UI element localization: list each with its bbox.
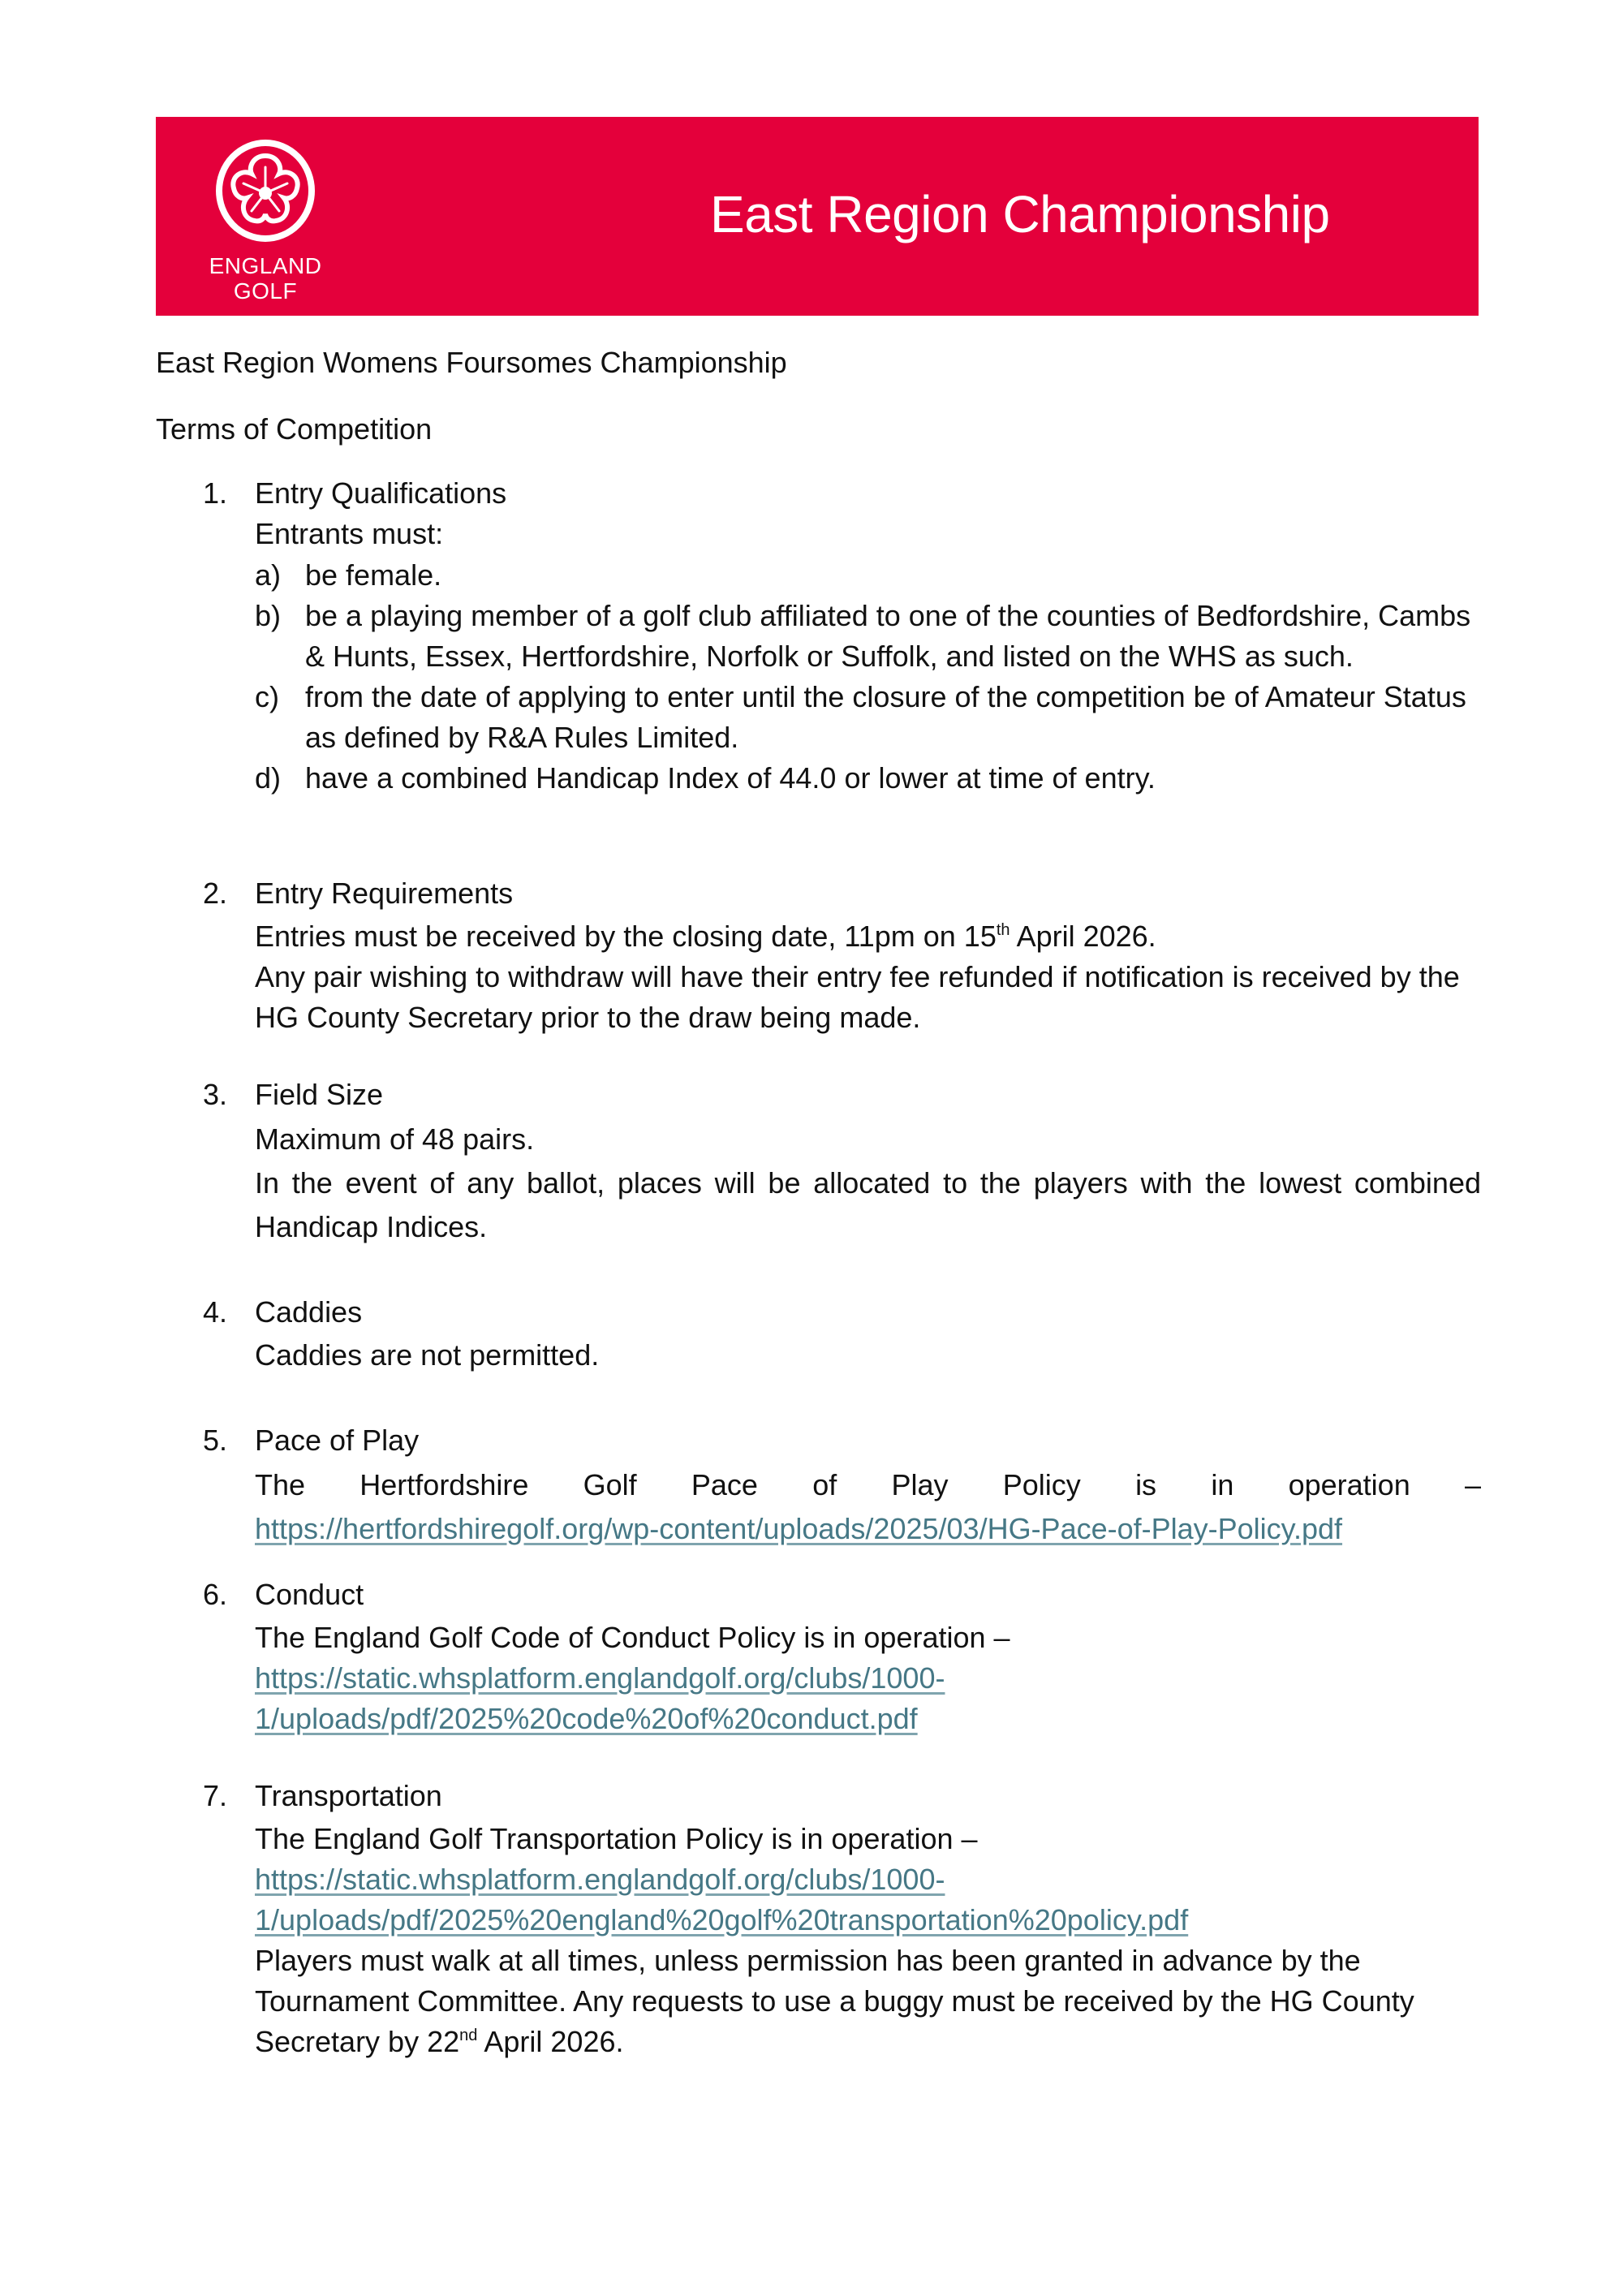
buggy-note-post: April 2026. xyxy=(477,2025,624,2058)
list-marker: c) xyxy=(255,680,279,713)
section-heading: Entry Requirements xyxy=(255,877,514,910)
section-number: 2. xyxy=(203,877,228,910)
conduct-link-part2[interactable]: 1/uploads/pdf/2025%20code%20of%20conduct.pdf xyxy=(255,1702,918,1735)
document-title: East Region Womens Foursomes Championship xyxy=(156,346,787,379)
pace-of-play-policy-link[interactable]: https://hertfordshiregolf.org/wp-content/uploads/2025/03/HG-Pace-of-Play-Policy.pdf xyxy=(255,1512,1343,1545)
conduct-text: The England Golf Code of Conduct Policy is in operation – xyxy=(255,1621,1010,1654)
england-golf-rose-icon xyxy=(214,140,316,242)
england-golf-logo xyxy=(206,140,325,304)
withdrawal-text: Any pair wishing to withdraw will have their entry fee refunded if notification is received by the HG County Secretary prior to the draw being made. xyxy=(255,960,1460,1034)
section-heading: Entry Qualifications xyxy=(255,476,507,510)
transportation-policy-link[interactable] xyxy=(255,1859,1481,1941)
list-marker: d) xyxy=(255,761,282,795)
closing-date-suffix: th xyxy=(996,921,1010,939)
banner-title: East Region Championship xyxy=(710,185,1330,243)
closing-date-post: April 2026. xyxy=(1010,920,1156,953)
logo-text-golf: GOLF xyxy=(233,278,298,304)
conduct-policy-link[interactable] xyxy=(255,1658,1481,1739)
section-heading: Conduct xyxy=(255,1578,364,1611)
closing-date-pre: Entries must be received by the closing date, 11pm on 15 xyxy=(255,920,997,953)
header-banner xyxy=(156,117,1479,316)
logo-text xyxy=(206,253,325,304)
list-item-text: be a playing member of a golf club affiliated to one of the counties of Bedfordshire, Cambs & Hunts, Essex, Hertfordshire, Norfolk or Suffolk, and listed on the WHS as such. xyxy=(305,599,1471,673)
buggy-note-suffix: nd xyxy=(459,2027,478,2044)
document-subtitle: Terms of Competition xyxy=(156,412,433,446)
list-item xyxy=(255,596,1481,677)
section-number: 4. xyxy=(203,1295,228,1329)
section-number: 5. xyxy=(203,1424,228,1457)
list-item-text: from the date of applying to enter until the closure of the competition be of Amateur Status as defined by R&A Rules Limited. xyxy=(305,680,1466,754)
section-intro: Entrants must: xyxy=(255,517,444,550)
buggy-note-pre: Players must walk at all times, unless permission has been granted in advance by the Tournament Committee. Any requests to use a buggy must be received by the HG County Secretary by 22 xyxy=(255,1944,1414,2058)
closing-date-text xyxy=(255,916,1481,957)
list-marker: b) xyxy=(255,599,282,632)
section-heading: Field Size xyxy=(255,1078,384,1111)
caddies-text: Caddies are not permitted. xyxy=(255,1338,600,1372)
field-size-text: Maximum of 48 pairs. xyxy=(255,1122,535,1156)
transportation-link-part1[interactable]: https://static.whsplatform.englandgolf.org/clubs/1000- xyxy=(255,1863,945,1896)
section-heading: Transportation xyxy=(255,1779,442,1812)
transportation-text: The England Golf Transportation Policy is in operation – xyxy=(255,1822,978,1855)
list-marker: a) xyxy=(255,558,282,592)
transportation-link-part2[interactable]: 1/uploads/pdf/2025%20england%20golf%20transportation%20policy.pdf xyxy=(255,1903,1189,1936)
conduct-link-part1[interactable]: https://static.whsplatform.englandgolf.org/clubs/1000- xyxy=(255,1661,945,1695)
section-number: 3. xyxy=(203,1078,228,1111)
section-number: 6. xyxy=(203,1578,228,1611)
list-item xyxy=(255,758,1481,799)
buggy-note xyxy=(255,1941,1448,2062)
pace-of-play-text: The Hertfordshire Golf Pace of Play Policy is in operation – xyxy=(255,1468,1481,1501)
list-item xyxy=(255,555,1481,596)
ballot-text: In the event of any ballot, places will be allocated to the players with the lowest combined Handicap Indices. xyxy=(255,1166,1481,1243)
section-heading: Caddies xyxy=(255,1295,363,1329)
list-item-text: be female. xyxy=(305,558,442,592)
list-item-text: have a combined Handicap Index of 44.0 or lower at time of entry. xyxy=(305,761,1156,795)
section-number: 1. xyxy=(203,476,228,510)
section-number: 7. xyxy=(203,1779,228,1812)
list-item xyxy=(255,677,1481,758)
section-heading: Pace of Play xyxy=(255,1424,420,1457)
logo-text-england: ENGLAND xyxy=(209,253,322,278)
